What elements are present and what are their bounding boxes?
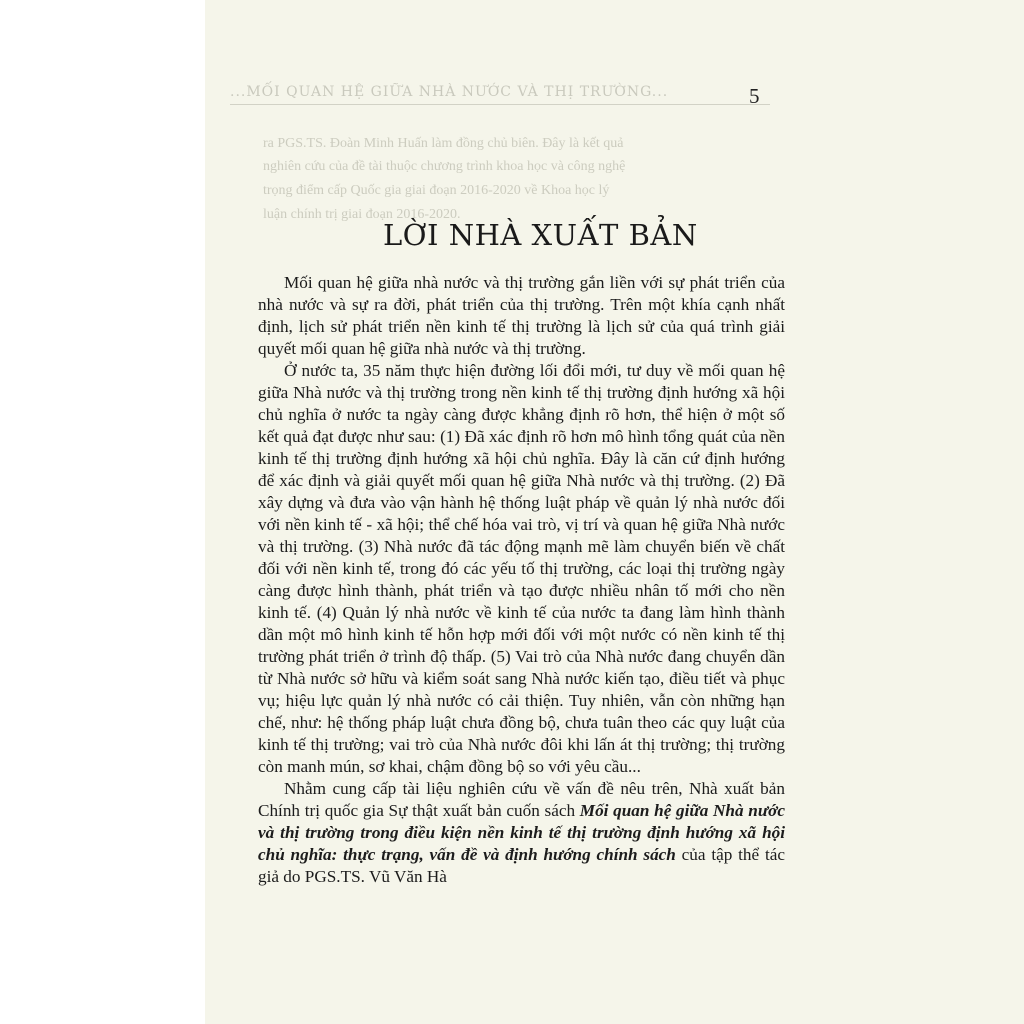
running-header: ...MỐI QUAN HỆ GIỮA NHÀ NƯỚC VÀ THỊ TRƯỜNG...: [230, 84, 669, 100]
bleed-through-line-1: ra PGS.TS. Đoàn Minh Huấn làm đồng chủ biên. Đây là kết quả: [263, 136, 624, 151]
header-rule: [230, 104, 770, 105]
bleed-through-line-2: nghiên cứu của đề tài thuộc chương trình khoa học và công nghệ: [263, 159, 626, 174]
bleed-through-line-4: luận chính trị giai đoạn 2016-2020.: [263, 207, 461, 222]
paragraph-3: [258, 778, 785, 888]
book-page: [205, 0, 1024, 1024]
body-text: [258, 272, 785, 888]
chapter-title: LỜI NHÀ XUẤT BẢN: [383, 218, 698, 252]
paragraph-3-tail: của tập thể tác giả do PGS.TS. Vũ Văn Hà: [258, 845, 785, 886]
paragraph-1: Mối quan hệ giữa nhà nước và thị trường gắn liền với sự phát triển của nhà nước và sự ra đời, phát triển của thị trường. Trên một khía cạnh nhất định, lịch sử phát triển nền kinh tế thị trường là lịch sử của quá trình giải quyết mối quan hệ giữa nhà nước và thị trường.: [258, 273, 785, 358]
paragraph-2: Ở nước ta, 35 năm thực hiện đường lối đổi mới, tư duy về mối quan hệ giữa Nhà nước và thị trường trong nền kinh tế thị trường định hướng xã hội chủ nghĩa ở nước ta ngày càng được khẳng định rõ hơn, thể hiện ở một số kết quả đạt được như sau: (1) Đã xác định rõ hơn mô hình tổng quát của nền kinh tế thị trường định hướng xã hội chủ nghĩa. Đây là căn cứ định hướng để xác định và giải quyết mối quan hệ giữa Nhà nước và thị trường. (2) Đã xây dựng và đưa vào vận hành hệ thống luật pháp về quản lý nhà nước đối với nền kinh tế - xã hội; thể chế hóa vai trò, vị trí và quan hệ giữa Nhà nước và thị trường. (3) Nhà nước đã tác động mạnh mẽ làm chuyển biến về chất đối với nền kinh tế, trong đó các yếu tố thị trường, các loại thị trường ngày càng được hình thành, phát triển và tạo được nhiều nhân tố mới cho nền kinh tế. (4) Quản lý nhà nước về kinh tế của nước ta đang làm hình thành dần một mô hình kinh tế hỗn hợp mới đối với một nước có nền kinh tế thị trường phát triển ở trình độ thấp. (5) Vai trò của Nhà nước đang chuyển dần từ Nhà nước sở hữu và kiểm soát sang Nhà nước kiến tạo, điều tiết và phục vụ; hiệu lực quản lý nhà nước có cải thiện. Tuy nhiên, vẫn còn những hạn chế, như: hệ thống pháp luật chưa đồng bộ, chưa tuân theo các quy luật của kinh tế thị trường; vai trò của Nhà nước đôi khi lấn át thị trường; thị trường còn manh mún, sơ khai, chậm đồng bộ so với yêu cầu...: [258, 361, 785, 776]
paragraph-3-intro: Nhằm cung cấp tài liệu nghiên cứu về vấn đề nêu trên, Nhà xuất bản Chính trị quốc gia Sự thật xuất bản cuốn sách: [258, 779, 785, 820]
page-number: 5: [749, 84, 760, 108]
book-title: Mối quan hệ giữa Nhà nước và thị trường trong điều kiện nền kinh tế thị trường định hướng xã hội chủ nghĩa: thực trạng, vấn đề và định hướng chính sách: [258, 801, 785, 864]
bleed-through-line-3: trọng điểm cấp Quốc gia giai đoạn 2016-2020 về Khoa học lý: [263, 183, 610, 198]
